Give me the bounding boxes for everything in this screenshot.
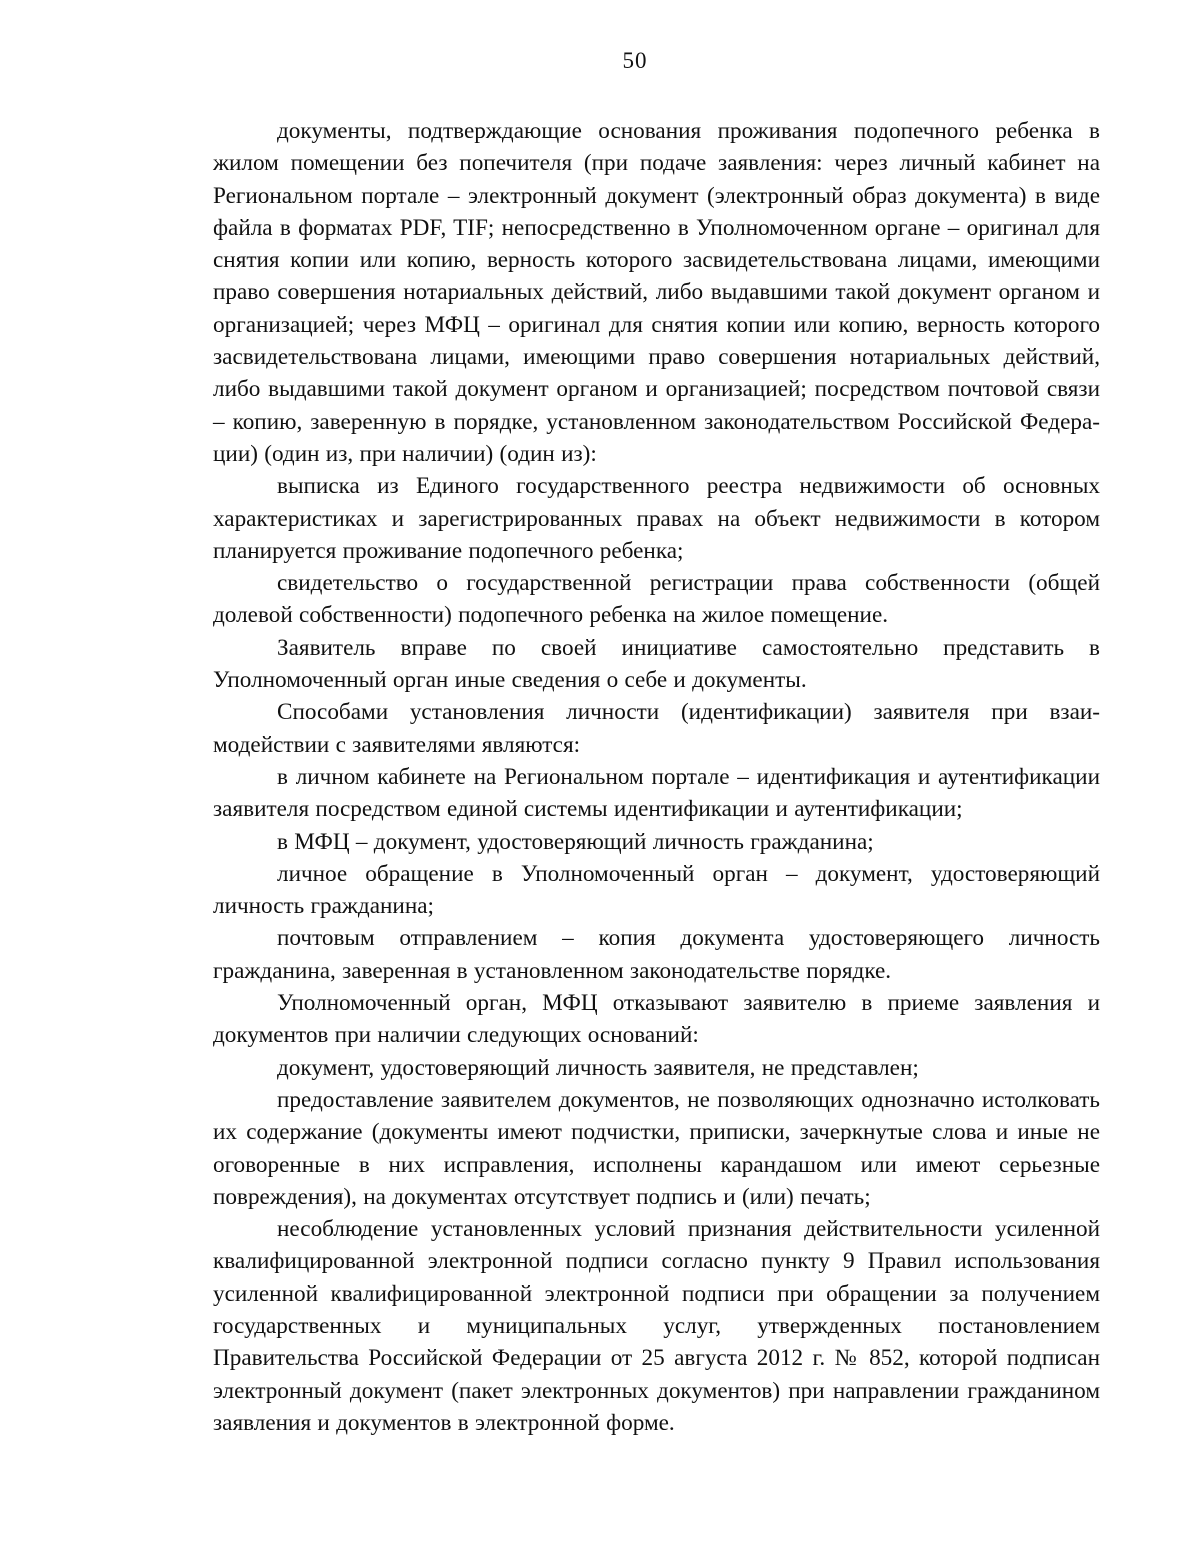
paragraph-ownership-certificate: свидетельство о государственной регистрации права собственности (общей долевой собственности) подопечного ребенка на жилое помещение. bbox=[213, 570, 1100, 629]
paragraph-refusal-signature: несоблюдение установленных условий признания действительности усиленной квалифицированной электронной подписи согласно пункту 9 Правил использования усиленной квалифицированной электронной подписи при обращении за получением государственных и муниципальных услуг, утвержденных постановлением Правительства Российской Федерации от 25 августа 2012 г. № 852, которой подписан электронный документ (пакет электронных документов) при направлении гражданином заявления и документов в электронной форме. bbox=[213, 1216, 1100, 1436]
paragraph-identification-methods: Способами установления личности (идентификации) заявителя при взаимодействии с заявителями являются: bbox=[213, 699, 1100, 758]
page-number: 50 bbox=[622, 48, 648, 73]
document-body bbox=[213, 115, 1100, 1439]
paragraph-refusal-grounds: Уполномоченный орган, МФЦ отказывают заявителю в приеме заявления и документов при наличии следующих оснований: bbox=[213, 990, 1100, 1049]
paragraph-refusal-no-id: документ, удостоверяющий личность заявителя, не представлен; bbox=[277, 1054, 919, 1081]
paragraph-applicant-right: Заявитель вправе по своей инициативе самостоятельно представить в Уполномоченный орган иные сведения о себе и документы. bbox=[213, 634, 1100, 694]
paragraph-identification-portal: в личном кабинете на Региональном портале – идентификация и аутентификации заявителя посредством единой системы идентификации и аутентификации; bbox=[213, 763, 1100, 823]
paragraph-identification-postal: почтовым отправлением – копия документа удостоверяющего личность гражданина, заверенная в установленном законодательстве порядке. bbox=[213, 925, 1100, 984]
paragraph-identification-mfc: в МФЦ – документ, удостоверяющий личность гражданина; bbox=[277, 828, 874, 855]
paragraph-documents-residence: документы, подтверждающие основания проживания подопечного ребенка в жилом помещении без попечителя (при подаче заявления: через личный кабинет на Региональном портале – электронный документ (электронный образ документа) в виде файла в форматах PDF, TIF; непосредственно в Уполномоченном органе – оригинал для снятия копии или копию, верность которого засвидетельствована лицами, имеющими право совершения нотариальных действий, либо выдавшими такой документ органом и организацией; через МФЦ – оригинал для снятия копии или копию, верность которого засвидетельствована лицами, имеющими право совершения нотариальных действий, либо выдавшими такой документ органом и организацией; посредством почтовой связи – копию, заверенную в порядке, установленном законодательством Российской Федерации) (один из, при наличии) (один из): bbox=[213, 118, 1100, 467]
paragraph-refusal-ambiguous-docs: предоставление заявителем документов, не позволяющих однозначно истолковать их содержание (документы имеют подчистки, приписки, зачеркнутые слова и иные не оговоренные в них исправления, исполнены карандашом или имеют серьезные повреждения), на документах отсутствует подпись и (или) печать; bbox=[213, 1086, 1100, 1210]
paragraph-egrn-extract: выписка из Единого государственного реестра недвижимости об основных характеристиках и зарегистрированных правах на объект недвижимости в котором планируется проживание подопечного ребенка; bbox=[213, 473, 1100, 564]
paragraph-identification-personal: личное обращение в Уполномоченный орган – документ, удостоверяющий личность гражданина; bbox=[213, 860, 1100, 920]
